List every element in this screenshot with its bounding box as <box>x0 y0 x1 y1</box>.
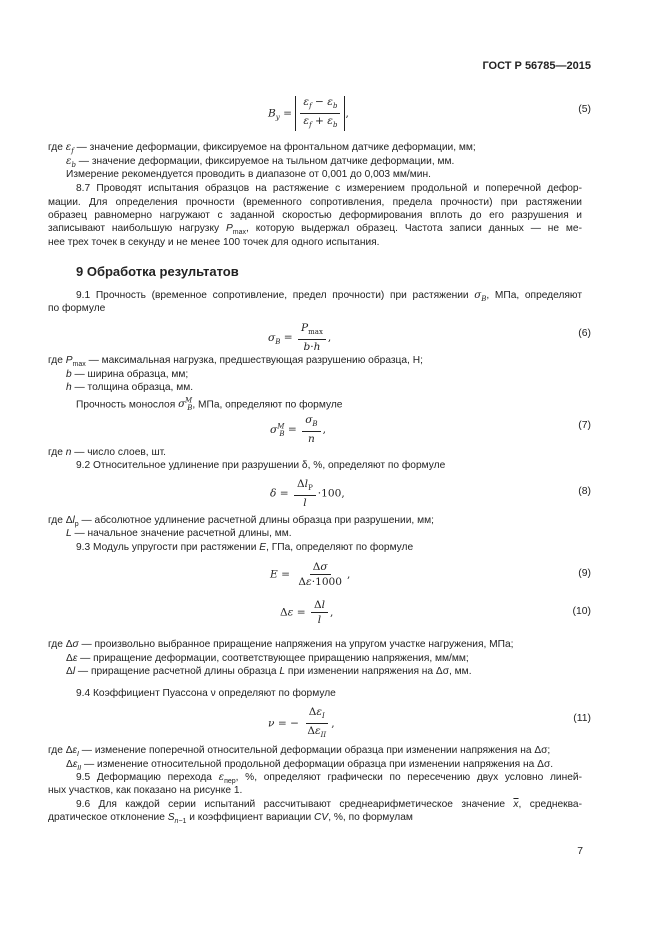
para-8-7-line-5: нее трех точек в секунду и не менее 100 точек для одного испытания. <box>48 237 380 248</box>
para-9-5-line-1: 9.5 Деформацию перехода $\varepsilon_{пер}$, %, определяют графически по пересечению двух условно линей- <box>76 772 582 786</box>
equation-number-7: (7) <box>578 420 591 431</box>
formula-6: $\sigma_B$ = $\frac{P_{max}}{b\cdot h}$ , <box>268 322 332 354</box>
formula-7: $\sigma^M_B$ = $\frac{\sigma_B}{n}$ , <box>270 414 326 446</box>
monolayer-strength-line: Прочность монослоя $\sigma^M_B$, МПа, определяют по формуле <box>76 397 343 413</box>
formula-11: ν = − $\frac{\Delta\varepsilon_I}{\Delta\varepsilon_{II}}$ , <box>268 706 335 740</box>
para-9-1-line-2: по формуле <box>48 303 106 314</box>
where-h: h — толщина образца, мм. <box>66 382 194 393</box>
para-9-6-line-1: 9.6 Для каждой серии испытаний рассчитывают среднеарифметическое значение $\overline{x}$, среднеква- <box>76 799 582 810</box>
where-deps-II: $\Delta\varepsilon_{II}$ — изменение относительной продольной деформации образца при изменении напряжения на Δσ. <box>66 759 554 773</box>
equation-number-9: (9) <box>578 568 591 579</box>
equation-number-8: (8) <box>578 486 591 497</box>
where-L: L — начальное значение расчетной длины, мм. <box>66 528 292 539</box>
where-ef: где $\varepsilon_f$ — значение деформации, фиксируемое на фронтальном датчике деформации, мм; <box>48 142 476 156</box>
para-9-2: 9.2 Относительное удлинение при разрушении δ, %, определяют по формуле <box>76 460 446 471</box>
section-9-heading: 9 Обработка результатов <box>76 264 239 279</box>
para-8-7-line-2: мации. Для определения прочности (временного сопротивления, предела прочности) при растяжении <box>48 197 582 208</box>
where-pmax: где $P_{max}$ — максимальная нагрузка, предшествующая разрушению образца, Н; <box>48 355 423 369</box>
equation-number-11: (11) <box>573 713 591 724</box>
formula-5: $B_y$ = $\frac{\varepsilon_f - \varepsilon_b}{\varepsilon_f + \varepsilon_b}$ , <box>268 96 349 130</box>
para-9-1-line-1: 9.1 Прочность (временное сопротивление, предел прочности) при растяжении $\sigma_B$, МПа, определяют <box>76 290 582 304</box>
where-deps-I: где $\Delta\varepsilon_I$ — изменение поперечной относительной деформации образца при изменении напряжения на Δσ; <box>48 745 551 759</box>
equation-number-5: (5) <box>578 104 591 115</box>
where-deps: Δε — приращение деформации, соответствующее приращению напряжения, мм/мм; <box>66 653 469 664</box>
where-b: b — ширина образца, мм; <box>66 369 189 380</box>
para-9-3: 9.3 Модуль упругости при растяжении E, ГПа, определяют по формуле <box>76 542 414 553</box>
para-8-7-line-4: записывают наибольшую нагрузку $P_{max}$, которую выдержал образец. Частота записи данных — не ме- <box>48 223 582 237</box>
equation-number-6: (6) <box>578 328 591 339</box>
formula-8: δ = $\frac{\Delta l_P}{l}$ ·100, <box>270 478 345 510</box>
para-8-7-line-3: образец равномерно нагружают с заданной скоростью деформирования вплоть до его разрушения и <box>48 210 582 221</box>
para-9-6-line-2: дратическое отклонение $S_{n-1}$ и коэффициент вариации CV, %, по формулам <box>48 812 413 826</box>
formula-9: E = $\frac{\Delta\sigma}{\Delta\varepsilon\cdot 1000}$ , <box>270 561 351 588</box>
where-n: где n — число слоев, шт. <box>48 447 166 458</box>
para-9-4: 9.4 Коэффициент Пуассона ν определяют по формуле <box>76 688 336 699</box>
where-dl: Δl — приращение расчетной длины образца L при изменении напряжения на Δσ, мм. <box>66 666 472 677</box>
measurement-note: Измерение рекомендуется проводить в диапазоне от 0,001 до 0,003 мм/мин. <box>66 169 431 180</box>
para-9-5-line-2: ных участков, как показано на рисунке 1. <box>48 785 243 796</box>
where-eb: $\varepsilon_b$ — значение деформации, фиксируемое на тыльном датчике деформации, мм. <box>66 156 455 170</box>
where-dsigma: где Δσ — произвольно выбранное приращение напряжения на упругом участке нагружения, МПа; <box>48 639 514 650</box>
para-8-7-line-1: 8.7 Проводят испытания образцов на растяжение с измерением продольной и поперечной дефор- <box>76 183 582 194</box>
equation-number-10: (10) <box>572 606 591 617</box>
where-dlp: где $\Delta l_p$ — абсолютное удлинение расчетной длины образца при разрушении, мм; <box>48 515 434 529</box>
document-standard-header: ГОСТ Р 56785—2015 <box>482 60 591 72</box>
page-number: 7 <box>577 846 583 857</box>
formula-10: Δε = $\frac{\Delta l}{l}$ , <box>280 599 334 626</box>
